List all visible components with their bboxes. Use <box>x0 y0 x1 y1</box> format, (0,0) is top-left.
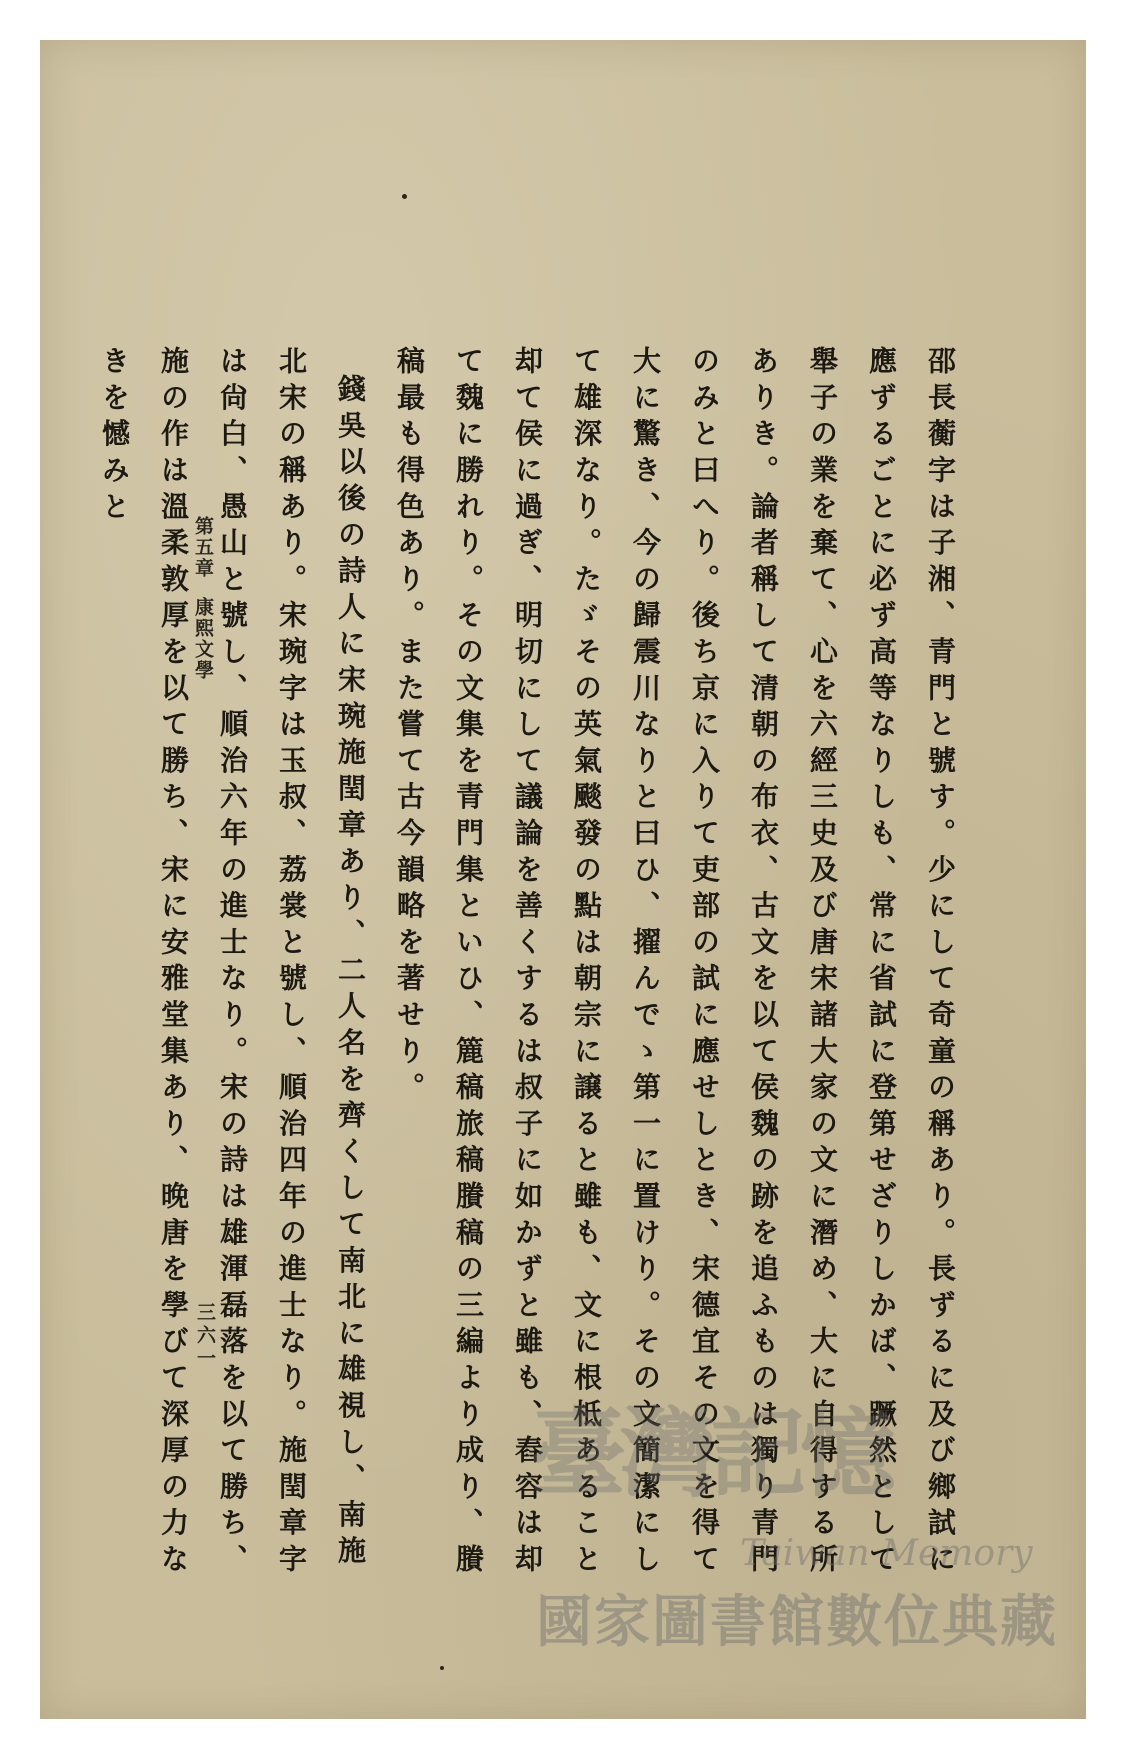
page-number: 三六一 <box>194 1302 216 1371</box>
chapter-title: 康熙文學 <box>192 597 214 681</box>
paragraph: 邵長蘅字は子湘、青門と號す。少にして奇童の稱あり。長ずるに及び鄉試に應ずるごとに必ず高等なりしも、常に省試に登第せざりしかば、蹶然として舉子の業を棄て、心を六經三史及び唐宋諸大家の文に潛め、大に自得する所ありき。論者稱して清朝の布衣、古文を以て侯魏の跡を追ふものは獨り青門のみと曰へり。後ち京に入りて吏部の試に應せしとき、宋德宜その文を得て大に驚き、今の歸震川なりと曰ひ、擢んでゝ第一に置けり。その文簡潔にして雄深なり。たゞその英氣颷發の點は朝宗に譲ると雖も、文に根柢あること却て侯に過ぎ、明切にして議論を善くするは叔子に如かずと雖も、舂容は却て魏に勝れり。その文集を青門集といひ、簏稿旅稿賸稿の三編より成り、賸稿最も得色あり。また嘗て古今韻略を著せり。 <box>393 346 957 1581</box>
running-head <box>190 516 217 681</box>
paragraph: 錢吳以後の詩人に宋琬施閏章あり、二人名を齊くして南北に雄視し、南施北宋の稱あり。宋琬字は玉叔、荔裳と號し、順治四年の進士なり。施閏章字は尙白、愚山と號し、順治六年の進士なり。宋の詩は雄渾磊落を以て勝ち、施の作は溫柔敦厚を以て勝ち、宋に安雅堂集あり、晚唐を學びて深厚の力なきを憾みと <box>98 346 367 1581</box>
chapter-number: 第五章 <box>192 516 214 579</box>
book-page <box>40 40 1086 1719</box>
page-mark-dot <box>402 194 407 199</box>
main-text <box>85 346 970 1596</box>
page-mark-dot <box>440 1666 444 1670</box>
watermark-english: Taiwan Memory <box>740 1533 1033 1574</box>
watermark-library-name: 國家圖書館數位典藏 <box>536 1590 1058 1655</box>
watermark-calligraphy: 臺灣記憶 <box>530 1397 890 1510</box>
